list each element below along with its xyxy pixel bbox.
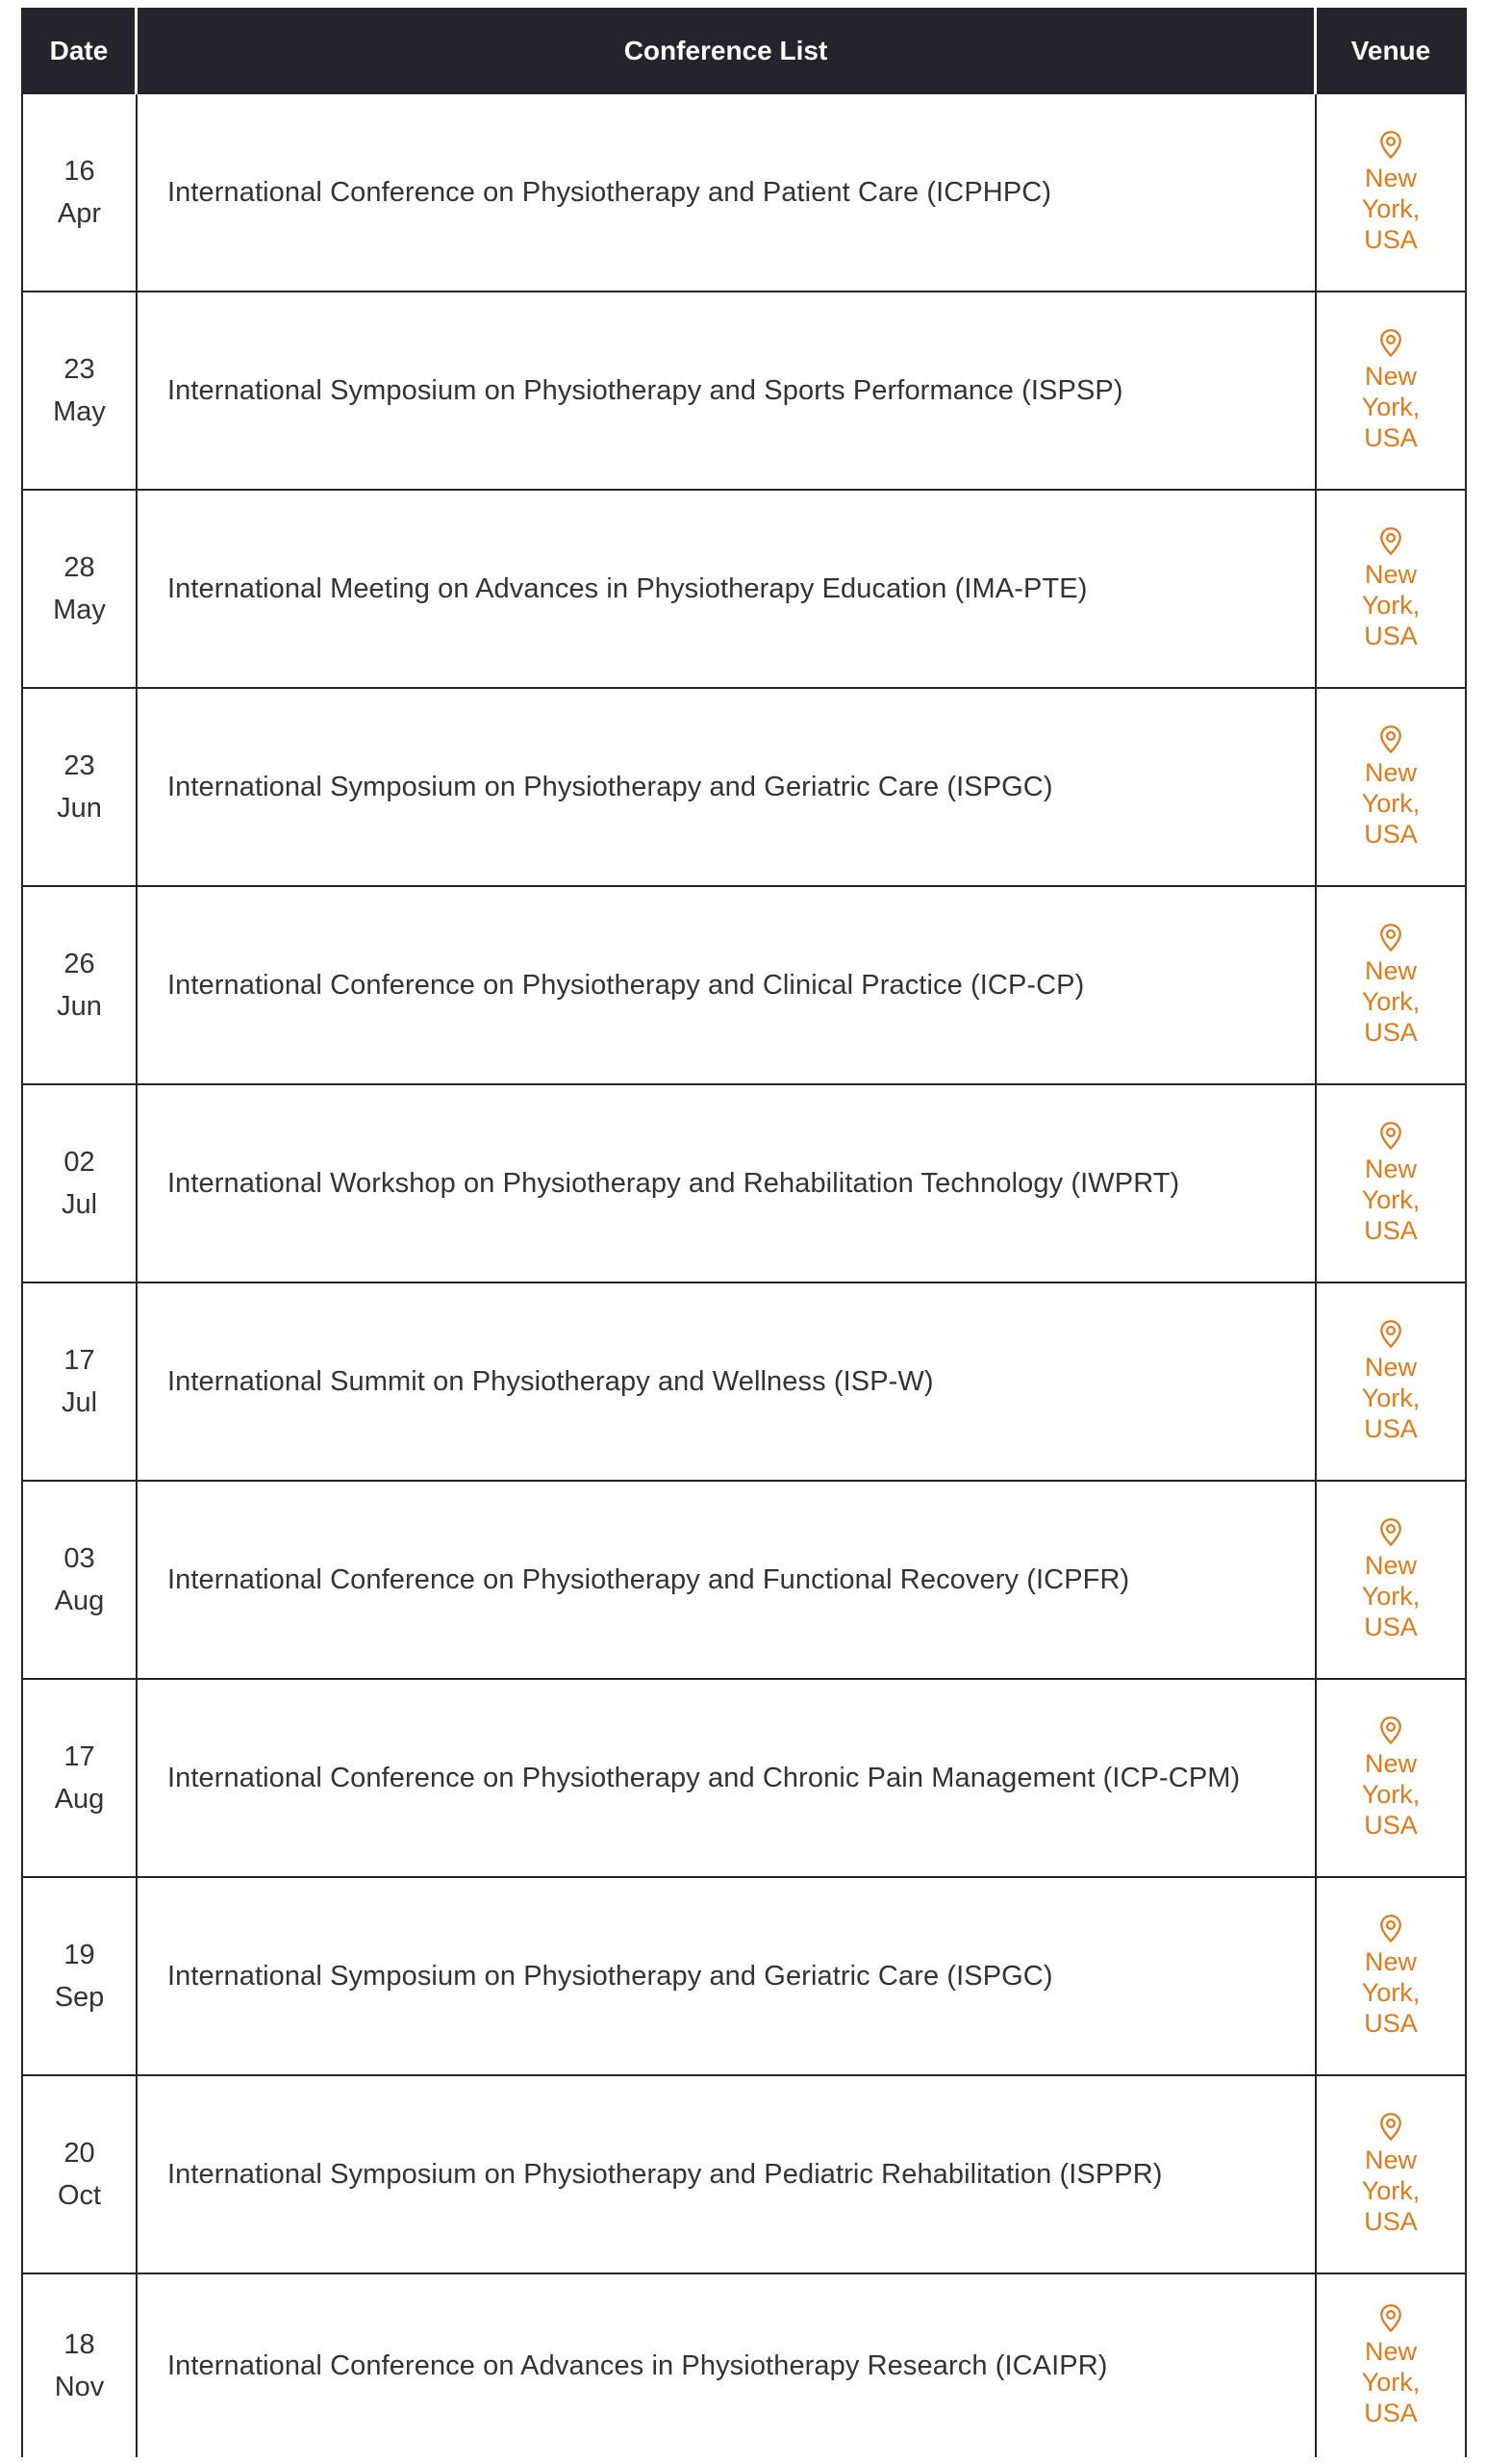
table-row	[23, 1680, 1465, 1878]
venue-line: USA	[1364, 1811, 1418, 1840]
location-pin-icon	[1377, 1319, 1404, 1350]
venue-line: York,	[1361, 591, 1421, 620]
row-date	[23, 1283, 138, 1480]
table-header	[23, 8, 1465, 94]
date-month: May	[53, 595, 106, 625]
date-day: 28	[63, 552, 95, 583]
venue-line: York,	[1361, 393, 1421, 421]
row-date	[23, 1482, 138, 1678]
location-pin-icon	[1377, 2112, 1404, 2143]
row-venue	[1317, 1482, 1465, 1678]
venue-line: USA	[1364, 2207, 1418, 2236]
venue-line: York,	[1361, 1582, 1421, 1611]
venue-line: USA	[1364, 1216, 1418, 1245]
row-date	[23, 1085, 138, 1282]
venue-line: USA	[1364, 1612, 1418, 1641]
date-month: Jun	[57, 793, 102, 824]
row-venue	[1317, 2076, 1465, 2273]
date-day: 19	[63, 1940, 95, 1970]
venue-line: New	[1364, 1155, 1417, 1183]
conference-title-link[interactable]: International Conference on Advances in Physiotherapy Research (ICAIPR)	[138, 2274, 1317, 2457]
location-pin-icon	[1377, 130, 1404, 161]
table-row	[23, 1283, 1465, 1482]
venue-line: New	[1364, 2337, 1417, 2366]
conference-title-link[interactable]: International Symposium on Physiotherapy and Sports Performance (ISPSP)	[138, 292, 1317, 489]
venue-line: New	[1364, 758, 1417, 787]
venue-line: York,	[1361, 1780, 1421, 1809]
venue-line: USA	[1364, 423, 1418, 452]
row-date	[23, 2076, 138, 2273]
header-conference-list: Conference List	[138, 8, 1317, 94]
venue-line: New	[1364, 1749, 1417, 1778]
date-day: 16	[63, 156, 95, 187]
date-month: May	[53, 396, 106, 427]
location-pin-icon	[1377, 1715, 1404, 1746]
row-date	[23, 491, 138, 687]
venue-line: New	[1364, 164, 1417, 192]
venue-line: USA	[1364, 1018, 1418, 1047]
date-month: Aug	[54, 1784, 105, 1815]
conference-title-link[interactable]: International Conference on Physiotherapy and Chronic Pain Management (ICP-CPM)	[138, 1680, 1317, 1876]
venue-line: USA	[1364, 2399, 1418, 2427]
row-date	[23, 292, 138, 489]
table-body	[23, 94, 1465, 2457]
venue-line: USA	[1364, 1414, 1418, 1443]
row-venue	[1317, 292, 1465, 489]
date-day: 20	[63, 2138, 95, 2169]
venue-line: York,	[1361, 194, 1421, 223]
venue-line: New	[1364, 560, 1417, 589]
venue-line: New	[1364, 1353, 1417, 1382]
row-date	[23, 887, 138, 1083]
row-venue	[1317, 1878, 1465, 2074]
table-row	[23, 491, 1465, 689]
venue-line: USA	[1364, 225, 1418, 254]
venue-line: York,	[1361, 2176, 1421, 2205]
location-pin-icon	[1377, 923, 1404, 953]
date-month: Nov	[54, 2372, 105, 2402]
venue-line: York,	[1361, 1384, 1421, 1412]
venue-line: USA	[1364, 622, 1418, 650]
date-month: Apr	[57, 198, 102, 229]
venue-line: York,	[1361, 1978, 1421, 2007]
table-row	[23, 2274, 1465, 2457]
row-date	[23, 94, 138, 291]
header-date: Date	[23, 8, 138, 94]
conference-title-link[interactable]: International Meeting on Advances in Physiotherapy Education (IMA-PTE)	[138, 491, 1317, 687]
row-venue	[1317, 887, 1465, 1083]
location-pin-icon	[1377, 1914, 1404, 1944]
conference-title-link[interactable]: International Symposium on Physiotherapy and Geriatric Care (ISPGC)	[138, 1878, 1317, 2074]
location-pin-icon	[1377, 724, 1404, 755]
table-row	[23, 292, 1465, 491]
table-row	[23, 2076, 1465, 2274]
date-day: 23	[63, 750, 95, 781]
date-month: Jul	[61, 1189, 98, 1220]
table-row	[23, 887, 1465, 1085]
row-date	[23, 689, 138, 885]
conference-title-link[interactable]: International Symposium on Physiotherapy and Pediatric Rehabilitation (ISPPR)	[138, 2076, 1317, 2273]
date-month: Sep	[54, 1982, 105, 2013]
venue-line: USA	[1364, 2009, 1418, 2038]
table-row	[23, 1878, 1465, 2076]
row-date	[23, 1878, 138, 2074]
location-pin-icon	[1377, 1517, 1404, 1548]
venue-line: York,	[1361, 789, 1421, 818]
venue-line: York,	[1361, 2368, 1421, 2397]
table-row	[23, 1085, 1465, 1283]
conference-title-link[interactable]: International Conference on Physiotherapy and Functional Recovery (ICPFR)	[138, 1482, 1317, 1678]
row-venue	[1317, 491, 1465, 687]
date-day: 18	[63, 2329, 95, 2360]
date-month: Oct	[57, 2180, 102, 2211]
conference-title-link[interactable]: International Conference on Physiotherapy and Clinical Practice (ICP-CP)	[138, 887, 1317, 1083]
row-date	[23, 1680, 138, 1876]
row-date	[23, 2274, 138, 2457]
row-venue	[1317, 1283, 1465, 1480]
date-day: 02	[63, 1147, 95, 1178]
venue-line: New	[1364, 956, 1417, 985]
conference-table	[21, 8, 1467, 2457]
location-pin-icon	[1377, 526, 1404, 557]
date-month: Jun	[57, 991, 102, 1022]
date-month: Jul	[61, 1387, 98, 1418]
venue-line: New	[1364, 1947, 1417, 1976]
date-day: 03	[63, 1543, 95, 1574]
row-venue	[1317, 1085, 1465, 1282]
date-day: 17	[63, 1345, 95, 1376]
row-venue	[1317, 2274, 1465, 2457]
venue-line: York,	[1361, 1185, 1421, 1214]
date-day: 23	[63, 354, 95, 385]
conference-title-link[interactable]: International Conference on Physiotherapy and Patient Care (ICPHPC)	[138, 94, 1317, 291]
conference-title-link[interactable]: International Summit on Physiotherapy and Wellness (ISP-W)	[138, 1283, 1317, 1480]
venue-line: New	[1364, 1551, 1417, 1580]
table-row	[23, 94, 1465, 292]
location-pin-icon	[1377, 2303, 1404, 2334]
row-venue	[1317, 689, 1465, 885]
location-pin-icon	[1377, 328, 1404, 359]
row-venue	[1317, 1680, 1465, 1876]
venue-line: New	[1364, 2146, 1417, 2174]
venue-line: USA	[1364, 820, 1418, 849]
table-row	[23, 1482, 1465, 1680]
venue-line: New	[1364, 362, 1417, 391]
row-venue	[1317, 94, 1465, 291]
date-month: Aug	[54, 1586, 105, 1616]
table-row	[23, 689, 1465, 887]
location-pin-icon	[1377, 1121, 1404, 1152]
venue-line: York,	[1361, 987, 1421, 1016]
date-day: 17	[63, 1741, 95, 1772]
conference-title-link[interactable]: International Symposium on Physiotherapy and Geriatric Care (ISPGC)	[138, 689, 1317, 885]
header-venue: Venue	[1350, 36, 1431, 65]
conference-title-link[interactable]: International Workshop on Physiotherapy and Rehabilitation Technology (IWPRT)	[138, 1085, 1317, 1282]
date-day: 26	[63, 949, 95, 979]
